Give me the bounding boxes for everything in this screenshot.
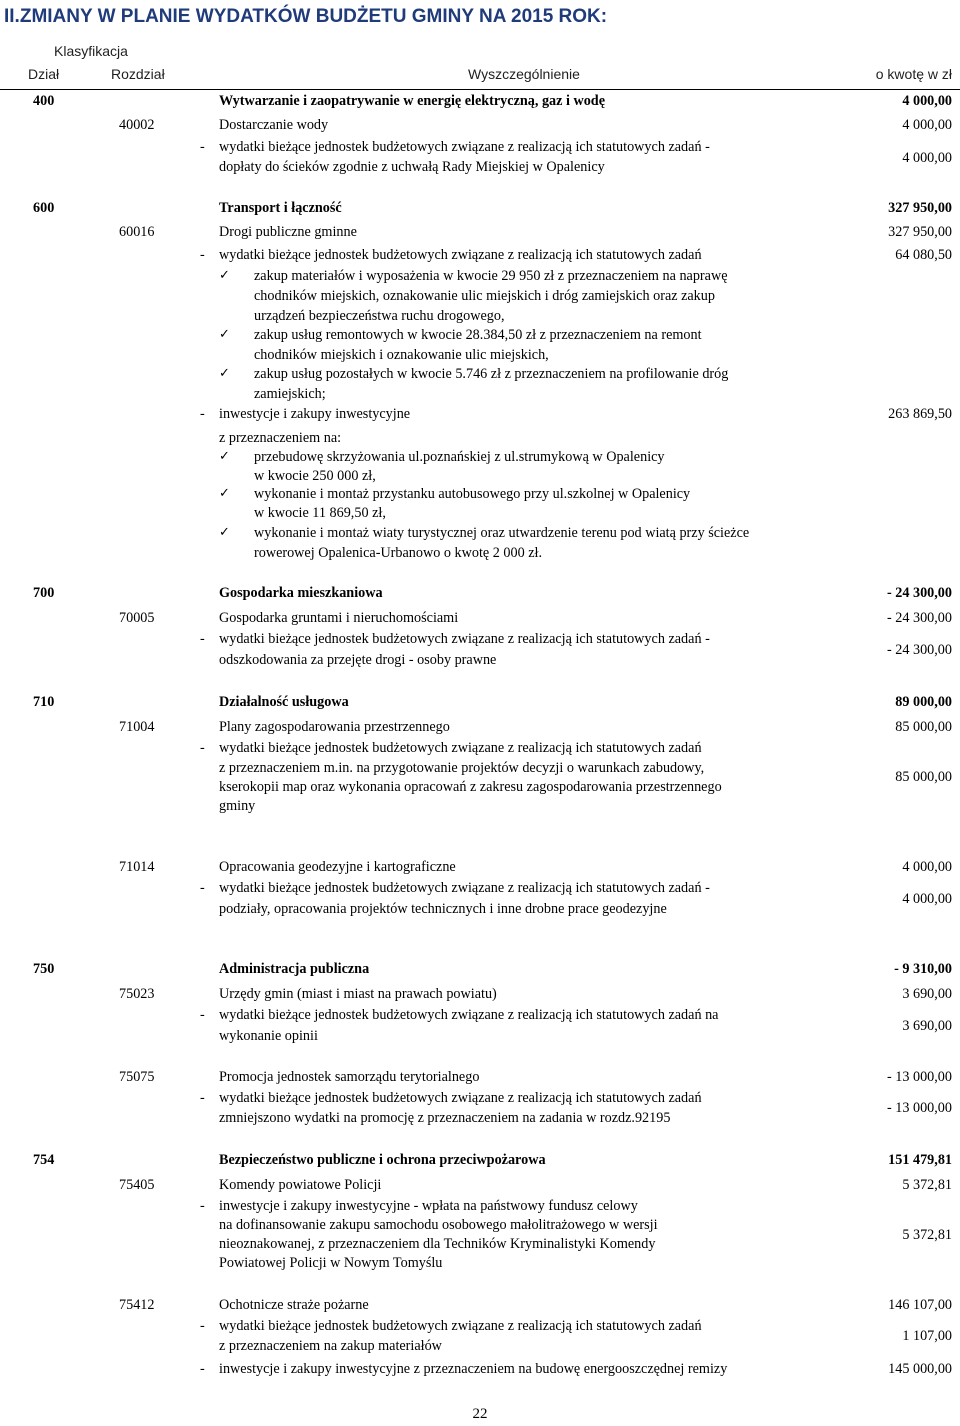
- bullet-line: zakup usług remontowych w kwocie 28.384,50 zł z przeznaczeniem na remont: [254, 327, 702, 343]
- rozdzial-amount: - 13 000,00: [886, 1069, 952, 1085]
- rozdzial-amount: 3 690,00: [902, 986, 952, 1002]
- position-line: wykonanie opinii: [219, 1028, 318, 1044]
- position-line: inwestycje i zakupy inwestycyjne z przeznaczeniem na budowę energooszczędnej remizy: [219, 1361, 728, 1377]
- dash-marker: -: [200, 1318, 205, 1334]
- position-amount: 4 000,00: [902, 150, 952, 166]
- position-line: Powiatowej Policji w Nowym Tomyślu: [219, 1255, 443, 1271]
- bullet-line: przebudowę skrzyżowania ul.poznańskiej z ul.strumykową w Opalenicy: [254, 449, 665, 465]
- position-line: inwestycje i zakupy inwestycyjne - wpłata na państwowy fundusz celowy: [219, 1198, 638, 1214]
- position-amount: 3 690,00: [902, 1018, 952, 1034]
- bullet-line: rowerowej Opalenica-Urbanowo o kwotę 2 000 zł.: [254, 545, 542, 561]
- position-amount: 5 372,81: [902, 1227, 952, 1243]
- position-line: na dofinansowanie zakupu samochodu osobowego małolitrażowego w wersji: [219, 1217, 658, 1233]
- position-line: inwestycje i zakupy inwestycyjne: [219, 406, 411, 422]
- dzial-name: Działalność usługowa: [219, 694, 349, 710]
- position-line: z przeznaczeniem na:: [219, 430, 342, 446]
- dzial-amount: 151 479,81: [888, 1152, 952, 1168]
- bullet-line: zakup usług pozostałych w kwocie 5.746 zł z przeznaczeniem na profilowanie dróg: [254, 366, 729, 382]
- dash-marker: -: [200, 139, 205, 155]
- dzial-code: 400: [33, 93, 55, 109]
- position-line: wydatki bieżące jednostek budżetowych związane z realizacją ich statutowych zadań: [219, 1318, 702, 1334]
- rozdzial-code: 75023: [119, 986, 155, 1002]
- page-number: 22: [472, 1406, 488, 1422]
- dzial-name: Administracja publiczna: [219, 961, 370, 977]
- position-amount: - 24 300,00: [886, 642, 952, 658]
- position-line: nieoznakowanej, z przeznaczeniem dla Techników Kryminalistyki Komendy: [219, 1236, 656, 1252]
- check-icon: ✓: [219, 486, 230, 501]
- bullet-line: chodników miejskich i oznakowanie ulic miejskich,: [254, 347, 549, 363]
- position-line: z przeznaczeniem na zakup materiałów: [219, 1338, 442, 1354]
- dash-marker: -: [200, 247, 205, 263]
- position-amount: 85 000,00: [895, 769, 952, 785]
- dzial-code: 700: [33, 585, 55, 601]
- position-amount: 145 000,00: [888, 1361, 952, 1377]
- rozdzial-code: 75405: [119, 1177, 155, 1193]
- rozdzial-amount: 146 107,00: [888, 1297, 952, 1313]
- position-line: wydatki bieżące jednostek budżetowych związane z realizacją ich statutowych zadań: [219, 1090, 702, 1106]
- dzial-name: Wytwarzanie i zaopatrywanie w energię elektryczną, gaz i wodę: [219, 93, 605, 109]
- dzial-name: Gospodarka mieszkaniowa: [219, 585, 383, 601]
- dash-marker: -: [200, 740, 205, 756]
- position-line: odszkodowania za przejęte drogi - osoby prawne: [219, 652, 497, 668]
- dzial-amount: - 24 300,00: [886, 585, 952, 601]
- position-line: wydatki bieżące jednostek budżetowych związane z realizacją ich statutowych zadań: [219, 247, 702, 263]
- position-line: zmniejszono wydatki na promocję z przeznaczeniem na zadania w rozdz.92195: [219, 1110, 671, 1126]
- position-amount: 263 869,50: [888, 406, 952, 422]
- header-rozdzial: Rozdział: [111, 66, 165, 82]
- check-icon: ✓: [219, 327, 230, 342]
- rozdzial-amount: 4 000,00: [902, 859, 952, 875]
- bullet-line: chodników miejskich, oznakowanie ulic miejskich i dróg zamiejskich oraz zakup: [254, 288, 715, 304]
- dzial-code: 750: [33, 961, 55, 977]
- bullet-line: w kwocie 250 000 zł,: [254, 468, 376, 484]
- position-line: wydatki bieżące jednostek budżetowych związane z realizacją ich statutowych zadań -: [219, 631, 710, 647]
- dash-marker: -: [200, 1198, 205, 1214]
- check-icon: ✓: [219, 449, 230, 464]
- header-rule: [0, 89, 960, 90]
- bullet-line: zakup materiałów i wyposażenia w kwocie 29 950 zł z przeznaczeniem na naprawę: [254, 268, 728, 284]
- dzial-amount: 4 000,00: [902, 93, 952, 109]
- dzial-amount: 89 000,00: [895, 694, 952, 710]
- bullet-line: zamiejskich;: [254, 386, 326, 402]
- position-line: kserokopii map oraz wykonania opracowań z zakresu zagospodarowania przestrzennego: [219, 779, 722, 795]
- page-title: II.ZMIANY W PLANIE WYDATKÓW BUDŻETU GMINY NA 2015 ROK:: [4, 6, 608, 27]
- bullet-line: urządzeń bezpieczeństwa ruchu drogowego,: [254, 308, 505, 324]
- rozdzial-name: Komendy powiatowe Policji: [219, 1177, 382, 1193]
- header-klasyfikacja: Klasyfikacja: [54, 43, 128, 59]
- dzial-code: 600: [33, 200, 55, 216]
- rozdzial-name: Gospodarka gruntami i nieruchomościami: [219, 610, 459, 626]
- rozdzial-name: Dostarczanie wody: [219, 117, 329, 133]
- rozdzial-amount: 4 000,00: [902, 117, 952, 133]
- rozdzial-name: Ochotnicze straże pożarne: [219, 1297, 369, 1313]
- check-icon: ✓: [219, 525, 230, 540]
- header-dzial: Dział: [28, 66, 60, 82]
- dash-marker: -: [200, 880, 205, 896]
- rozdzial-amount: 85 000,00: [895, 719, 952, 735]
- position-amount: - 13 000,00: [886, 1100, 952, 1116]
- rozdzial-name: Drogi publiczne gminne: [219, 224, 357, 240]
- position-line: wydatki bieżące jednostek budżetowych związane z realizacją ich statutowych zadań: [219, 740, 702, 756]
- check-icon: ✓: [219, 268, 230, 283]
- bullet-line: w kwocie 11 869,50 zł,: [254, 505, 386, 521]
- dash-marker: -: [200, 631, 205, 647]
- position-amount: 64 080,50: [895, 247, 952, 263]
- dash-marker: -: [200, 1007, 205, 1023]
- rozdzial-code: 75075: [119, 1069, 155, 1085]
- rozdzial-amount: - 24 300,00: [886, 610, 952, 626]
- position-amount: 1 107,00: [902, 1328, 952, 1344]
- rozdzial-code: 60016: [119, 224, 155, 240]
- position-line: wydatki bieżące jednostek budżetowych związane z realizacją ich statutowych zadań na: [219, 1007, 719, 1023]
- rozdzial-name: Promocja jednostek samorządu terytorialnego: [219, 1069, 480, 1085]
- position-line: podziały, opracowania projektów technicznych i inne drobne prace geodezyjne: [219, 901, 667, 917]
- dzial-name: Bezpieczeństwo publiczne i ochrona przeciwpożarowa: [219, 1152, 546, 1168]
- dash-marker: -: [200, 406, 205, 422]
- check-icon: ✓: [219, 366, 230, 381]
- rozdzial-amount: 5 372,81: [902, 1177, 952, 1193]
- dzial-amount: 327 950,00: [888, 200, 952, 216]
- dzial-name: Transport i łączność: [219, 200, 342, 216]
- dzial-code: 754: [33, 1152, 55, 1168]
- rozdzial-code: 75412: [119, 1297, 155, 1313]
- bullet-line: wykonanie i montaż wiaty turystycznej oraz utwardzenie terenu pod wiatą przy ścieżce: [254, 525, 750, 541]
- bullet-line: wykonanie i montaż przystanku autobusowego przy ul.szkolnej w Opalenicy: [254, 486, 691, 502]
- dash-marker: -: [200, 1361, 205, 1377]
- position-line: gminy: [219, 798, 256, 814]
- rozdzial-name: Urzędy gmin (miast i miast na prawach powiatu): [219, 986, 497, 1002]
- position-line: z przeznaczeniem m.in. na przygotowanie projektów decyzji o warunkach zabudowy,: [219, 760, 705, 776]
- position-amount: 4 000,00: [902, 891, 952, 907]
- rozdzial-code: 71014: [119, 859, 155, 875]
- position-line: wydatki bieżące jednostek budżetowych związane z realizacją ich statutowych zadań -: [219, 139, 710, 155]
- dash-marker: -: [200, 1090, 205, 1106]
- position-line: dopłaty do ścieków zgodnie z uchwałą Rady Miejskiej w Opalenicy: [219, 159, 605, 175]
- rozdzial-code: 40002: [119, 117, 155, 133]
- rozdzial-code: 71004: [119, 719, 155, 735]
- rozdzial-code: 70005: [119, 610, 155, 626]
- header-kwota: o kwotę w zł: [875, 66, 952, 82]
- position-line: wydatki bieżące jednostek budżetowych związane z realizacją ich statutowych zadań -: [219, 880, 710, 896]
- rozdzial-name: Plany zagospodarowania przestrzennego: [219, 719, 450, 735]
- dzial-code: 710: [33, 694, 55, 710]
- header-wyszczegolnienie: Wyszczególnienie: [468, 66, 580, 82]
- rozdzial-name: Opracowania geodezyjne i kartograficzne: [219, 859, 456, 875]
- rozdzial-amount: 327 950,00: [888, 224, 952, 240]
- dzial-amount: - 9 310,00: [894, 961, 952, 977]
